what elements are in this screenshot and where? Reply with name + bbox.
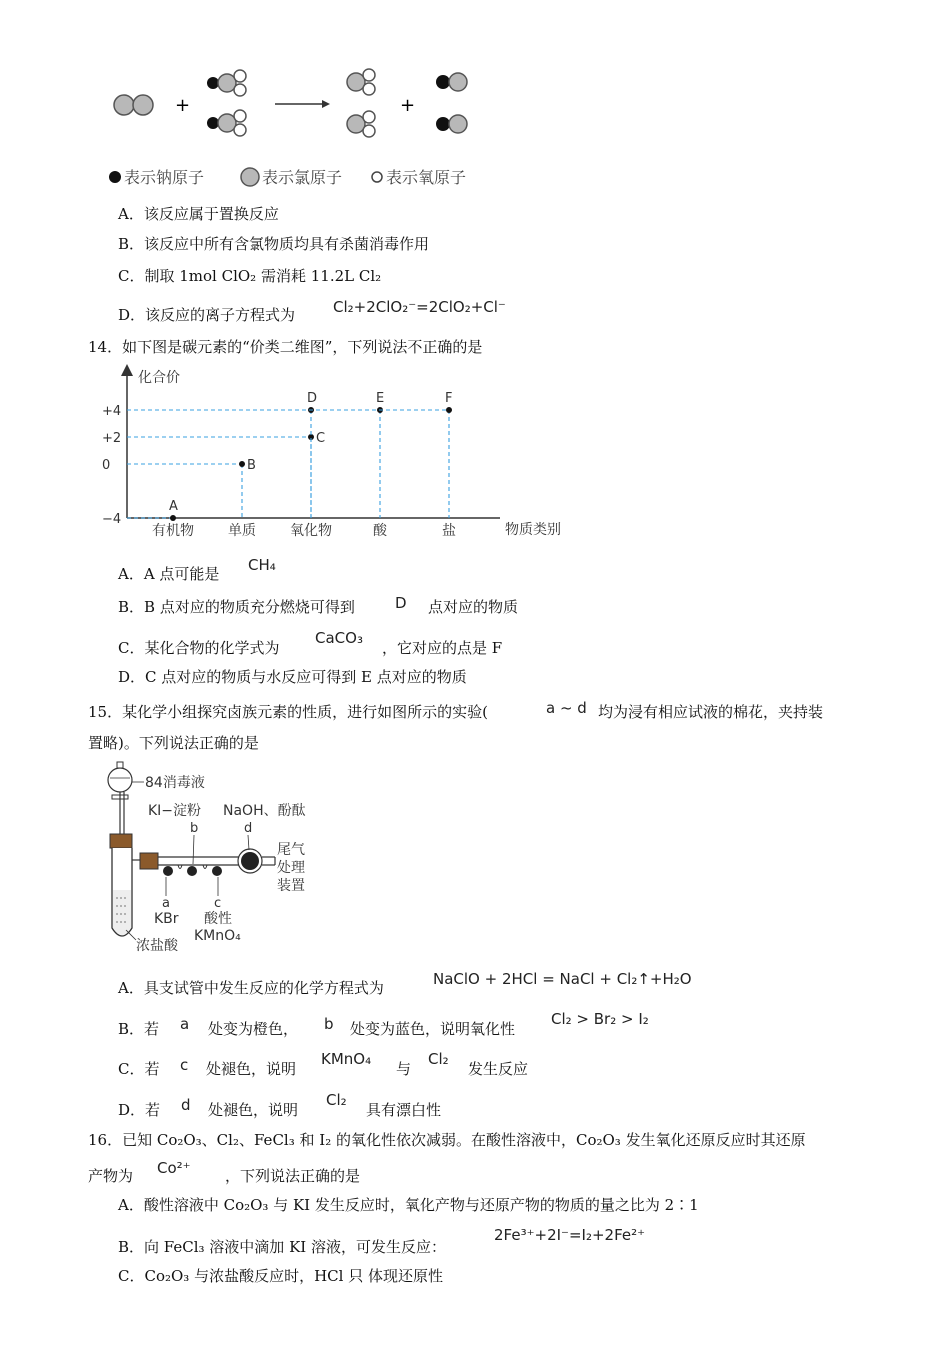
q13-option-a: A．该反应属于置换反应 (118, 205, 279, 223)
q15-b-letter-b: b (324, 1015, 334, 1033)
label-tail3: 装置 (277, 878, 305, 894)
naclo2-molecule-1 (207, 70, 246, 96)
legend (109, 168, 466, 187)
q16-option-a: A．酸性溶液中 Co₂O₃ 与 KI 发生反应时，氧化产物与还原产物的物质的量之比为 2∶1 (118, 1196, 699, 1214)
carbon-valence-chart (100, 362, 580, 547)
glass-tube (158, 849, 275, 876)
q16-formula-b: 2Fe³⁺+2I⁻=I₂+2Fe²⁺ (494, 1226, 646, 1244)
sodium-atom-icon (109, 171, 121, 183)
q15-formula-a: NaClO + 2HCl = NaCl + Cl₂↑+H₂O (433, 970, 692, 988)
point-label-C: C (316, 431, 326, 446)
q15-stem-part1: 15．某化学小组探究卤族元素的性质，进行如图所示的实验( (88, 703, 488, 721)
nacl-molecule-2 (436, 115, 467, 133)
nacl-molecule-1 (436, 73, 467, 91)
cl2-molecule (114, 95, 153, 115)
q15-d-text2: 处褪色，说明 (208, 1101, 299, 1119)
q13-option-b: B．该反应中所有含氯物质均具有杀菌消毒作用 (118, 235, 430, 253)
q14-option-a: A．A 点可能是 (118, 565, 220, 583)
rubber-stopper (110, 834, 132, 848)
q16-stem-line2-tail: ，下列说法正确的是 (225, 1167, 361, 1185)
q15-b-text2: 处变为橙色， (208, 1020, 299, 1038)
point-label-E: E (376, 391, 385, 406)
oxygen-atom-icon (372, 172, 382, 182)
y-tick-label: −4 (102, 512, 122, 527)
legend-sodium: 表示钠原子 (124, 168, 205, 187)
q16-stem-line1: 16．已知 Co₂O₃、Cl₂、FeCl₃ 和 I₂ 的氧化性依次减弱。在酸性溶液中，Co₂O₃ 发生氧化还原反应时其还原 (88, 1131, 806, 1149)
q15-option-a: A．具支试管中发生反应的化学方程式为 (118, 979, 384, 997)
q16-stem-line2: 产物为 (88, 1167, 134, 1185)
x-tick-label: 单质 (228, 523, 256, 539)
q15-formula-c1: KMnO₄ (321, 1050, 372, 1068)
x-axis-label: 物质类别 (505, 522, 561, 538)
point-label-D: D (307, 391, 318, 406)
q15-b-text3: 处变为蓝色，说明氧化性 (350, 1020, 516, 1038)
separatory-funnel (108, 762, 144, 835)
halogen-experiment-apparatus (100, 760, 320, 960)
y-tick-label: +4 (102, 404, 122, 419)
q15-option-d: D．若 (118, 1101, 161, 1119)
label-c: c (214, 896, 222, 911)
q16-option-c: C．Co₂O₃ 与浓盐酸反应时，HCl 只 体现还原性 (118, 1267, 443, 1285)
q14-option-b: B．B 点对应的物质充分燃烧可得到 (118, 598, 355, 616)
q16-formula-stem: Co²⁺ (157, 1159, 191, 1177)
label-naoh: NaOH、酚酞 (223, 803, 306, 819)
side-stopper (140, 853, 158, 869)
data-point-A (170, 515, 176, 521)
branched-test-tube (112, 848, 132, 936)
x-tick-label: 氧化物 (290, 523, 332, 539)
label-tail1: 尾气 (277, 842, 305, 858)
q14-formula-a: CH₄ (248, 556, 276, 574)
q13-option-d: D．该反应的离子方程式为 (118, 306, 296, 324)
data-point-F (446, 407, 452, 413)
label-b: b (190, 821, 199, 836)
q14-formula-b: D (395, 594, 407, 612)
label-hcl: 浓盐酸 (136, 938, 178, 954)
q14-option-b-tail: 点对应的物质 (428, 598, 519, 616)
q15-option-c: C．若 (118, 1060, 160, 1078)
q15-c-text3: 与 (396, 1060, 412, 1078)
q15-formula-d: Cl₂ (326, 1091, 347, 1109)
q15-option-b: B．若 (118, 1020, 160, 1038)
q16-option-b: B．向 FeCl₃ 溶液中滴加 KI 溶液，可发生反应： (118, 1238, 446, 1256)
clo2-molecule-2 (347, 111, 375, 137)
q14-stem: 14．如下图是碳元素的“价类二维图”，下列说法不正确的是 (88, 338, 483, 356)
point-label-A: A (169, 499, 178, 514)
q13-formula-d: Cl₂+2ClO₂⁻=2ClO₂+Cl⁻ (333, 298, 506, 316)
q15-b-letter-a: a (180, 1015, 190, 1033)
q15-formula-b: Cl₂ > Br₂ > I₂ (551, 1010, 649, 1028)
q14-option-c-tail: ，它对应的点是 F (382, 639, 503, 657)
x-tick-label: 有机物 (152, 523, 194, 539)
reaction-molecule-diagram (100, 60, 500, 200)
q14-formula-c: CaCO₃ (315, 629, 363, 647)
naclo2-molecule-2 (207, 110, 246, 136)
q15-formula-c2: Cl₂ (428, 1050, 449, 1068)
q15-d-text3: 具有漂白性 (366, 1101, 442, 1119)
clo2-molecule-1 (347, 69, 375, 95)
label-kmno4: KMnO₄ (194, 928, 241, 944)
q15-stem-part2: 均为浸有相应试液的棉花，夹持装 (598, 703, 824, 721)
label-a: a (162, 896, 170, 911)
legend-oxygen: 表示氧原子 (386, 168, 467, 187)
legend-chlorine: 表示氯原子 (262, 168, 343, 187)
x-tick-label: 盐 (442, 523, 456, 539)
plus-sign: + (400, 95, 416, 116)
q14-option-c: C．某化合物的化学式为 (118, 639, 280, 657)
point-label-F: F (445, 391, 453, 406)
chlorine-atom-icon (241, 168, 259, 186)
label-acidic: 酸性 (204, 911, 232, 927)
x-tick-label: 酸 (373, 523, 387, 539)
label-disinfectant: 84消毒液 (145, 775, 205, 791)
y-tick-label: +2 (102, 431, 122, 446)
q15-d-letter-d: d (181, 1096, 191, 1114)
q15-stem-line2: 置略)。下列说法正确的是 (88, 734, 259, 752)
data-point-B (239, 461, 245, 467)
label-kbr: KBr (154, 911, 179, 927)
q15-c-text2: 处褪色，说明 (206, 1060, 297, 1078)
q13-option-c: C．制取 1mol ClO₂ 需消耗 11.2L Cl₂ (118, 267, 382, 285)
label-tail2: 处理 (277, 860, 305, 876)
q15-c-text4: 发生反应 (468, 1060, 529, 1078)
reaction-arrow (275, 100, 330, 108)
label-d: d (244, 821, 253, 836)
y-axis-label: 化合价 (138, 370, 180, 386)
y-tick-label: 0 (102, 458, 111, 473)
label-ki-starch: KI−淀粉 (148, 803, 202, 819)
plus-sign: + (175, 95, 191, 116)
q15-c-letter-c: c (180, 1056, 189, 1074)
q14-option-d: D．C 点对应的物质与水反应可得到 E 点对应的物质 (118, 668, 467, 686)
q15-stem-range: a ~ d (546, 699, 587, 717)
point-label-B: B (247, 458, 256, 473)
